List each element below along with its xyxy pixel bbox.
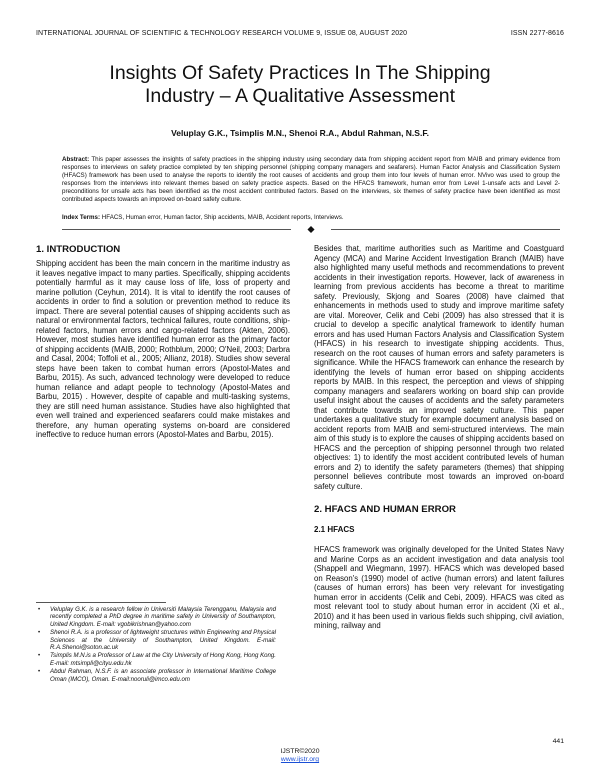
abstract-text: This paper assesses the insights of safety practices in the shipping industry using secondary data from shipping accident report from MAIB and primary evidence from responses to interviews on safety practice completed by ten shipping personnel (shipping company managers and seafarers). Human Factor Analysis and Classification System (HFACS) framework has been used to analyse the reports to identify the root causes of accidents and group them into four levels of human error. NVivo was used to group the responses from the interviews into relevant themes based on safety practice aspects. Based on the HFACS framework, human error from Level 1-unsafe acts and Level 2-preconditions for unsafe acts has been identified as the most accident contributed factors. Based on the interviews, six themes of safety practice have been identified as most contributed aspects towards an improved on-board safety culture. — [62, 156, 560, 203]
index-terms — [62, 214, 560, 222]
index-terms-text: HFACS, Human error, Human factor, Ship accidents, MAIB, Accident reports, Interviews. — [101, 214, 344, 221]
page-footer — [0, 748, 600, 764]
hfacs-paragraph: HFACS framework was originally developed for the United States Navy and Marine Corps as an accident investigation and data analysis tool (Shappell and Wiegmann, 1997). HFACS which was developed based on Reason's (1990) model of active (human errors) and latent failures (causes of human errors) has been very relevant for investigating human error in accidents (Celik and Cebi, 2009). HFACS was cited as most relevant tool to study about human error in accident (Xi et al., 2010) and it has been used in various fields such shipping, civil aviation, mining, railway and — [314, 545, 564, 630]
issn: ISSN 2277-8616 — [510, 30, 564, 37]
paper-title — [60, 62, 540, 108]
footnote-rule — [36, 602, 166, 603]
title-line-1: Insights Of Safety Practices In The Shipping — [109, 62, 491, 84]
index-terms-label: Index Terms: — [62, 214, 101, 221]
running-header — [36, 30, 564, 37]
abstract — [62, 156, 560, 203]
hfacs-subheading: 2.1 HFACS — [314, 525, 355, 534]
introduction-continued-paragraph: Besides that, maritime authorities such as Maritime and Coastguard Agency (MCA) and Marine Accident Investigation Branch (MAIB) have also highlighted many useful methods and recommendations to prevent accidents in their investigation reports. However, lack of awareness in learning from previous accidents has become a threat to maritime safety. Previously, Skjong and Soares (2008) have claimed that enhancements in methods used to study and improve maritime safety are vital. Moreover, Celik and Cebi (2009) has also stressed that it is crucial to develop a specific analytical framework to identify human errors and has used Human Factors Analysis and Classification System (HFACS) in his research to investigate shipping accidents. Thus, research on the root causes of human errors and safety parameters is significance. While the HFACS framework can enhance the research by identifying the levels of human error based on shipping accidents reports by MAIB. In this respect, the perception and views of shipping company managers and seafarers working on board ship can provide useful insight about the causes of accidents and the safety parameters that contribute towards an improved safety culture. This paper undertakes a qualitative study for example document analysis based on accident reports from MAIB and semi-structured interviews. The main aim of this study is to explore the causes of shipping accidents based on HFACS and the perception of shipping personnel through two related objectives: 1) to identify the most accident contributed levels of human errors and 2) to identify the safety parameters (themes) that shipping personnel believes contribute most towards an improved on-board safety culture. — [314, 244, 564, 491]
page-number: 441 — [552, 738, 564, 745]
footnote-list — [36, 606, 276, 683]
journal-name: INTERNATIONAL JOURNAL OF SCIENTIFIC & TECHNOLOGY RESEARCH VOLUME 9, ISSUE 08, AUGUST 2020 — [36, 30, 408, 37]
footer-website-link[interactable]: www.ijstr.org — [280, 756, 320, 763]
introduction-heading: 1. INTRODUCTION — [36, 244, 121, 255]
footnote-item: • Abdul Rahman, N.S.F. is an associate professor in International Maritime College Oman (IMCO), Oman. E-mail:nooruli@imco.edu.om — [36, 668, 276, 683]
introduction-paragraph: Shipping accident has been the main concern in the maritime industry as it leaves negative impact to many parties. Specifically, shipping accidents potentially harmful as it may cause loss of life, loss of property and marine pollution (Ceyhun, 2014). It is vital to identify the root causes of accidents in order to find a solution or prevention method to reduce its impact. There are several potential causes of shipping accidents such as natural or environmental factors, technical failures, route conditions, ship-related factors, human errors and cargo-related factors (Akten, 2006). However, most studies have identified human error as the primary factor of shipping accidents (MAIB, 2000; Rothblum, 2000; O'Neil, 2003; Darbra and Casal, 2004; Toffoli et al., 2005; Allianz, 2018). Studies show several steps have been taken to combat human errors (Apostol-Mates and Barbu, 2015). As such, advanced technology were developed to reduce human reliance and adapt people to technology (Apostol-Mates and Barbu, 2015) . However, despite of capable and multi-tasking systems, they are still need human assistance. Studies have also highlighted that even well trained and experienced seafarers could make mistakes and therefore, any human operating systems on-board are considered ineffective to reduce human errors (Apostol-Mates and Barbu, 2015). — [36, 259, 290, 439]
author-footnotes — [36, 606, 276, 684]
author-list: Veluplay G.K., Tsimplis M.N., Shenoi R.A., Abdul Rahman, N.S.F. — [171, 128, 429, 138]
divider-line-right — [331, 229, 560, 230]
hfacs-section-heading: 2. HFACS AND HUMAN ERROR — [314, 504, 456, 515]
left-column — [36, 244, 290, 440]
right-column — [314, 244, 564, 631]
footnote-item: • Tsimplis M.N.is a Professor of Law at the City University of Hong Kong, Hong Kong. E-mail: mtsimpli@cityu.edu.hk — [36, 652, 276, 667]
title-line-2: Industry – A Qualitative Assessment — [145, 85, 455, 107]
footnote-item: • Veluplay G.K. is a research fellow in Universiti Malaysia Terengganu, Malaysia and recently completed a PhD degree in maritime safety in University of Southampton, United Kingdom. E-mail: vgobikrishnan@yahoo.com — [36, 606, 276, 628]
diamond-ornament-icon — [307, 225, 314, 232]
footer-copyright: IJSTR©2020 — [280, 748, 320, 755]
section-divider — [62, 226, 560, 232]
divider-line-left — [62, 229, 291, 230]
abstract-label: Abstract: — [62, 156, 90, 163]
footnote-item: • Shenoi R.A. is a professor of lightweight structures within Engineering and Physical Sciences at the University of Southampton, United Kingdom. E-mail: R.A.Shenoi@soton.ac.uk — [36, 629, 276, 651]
